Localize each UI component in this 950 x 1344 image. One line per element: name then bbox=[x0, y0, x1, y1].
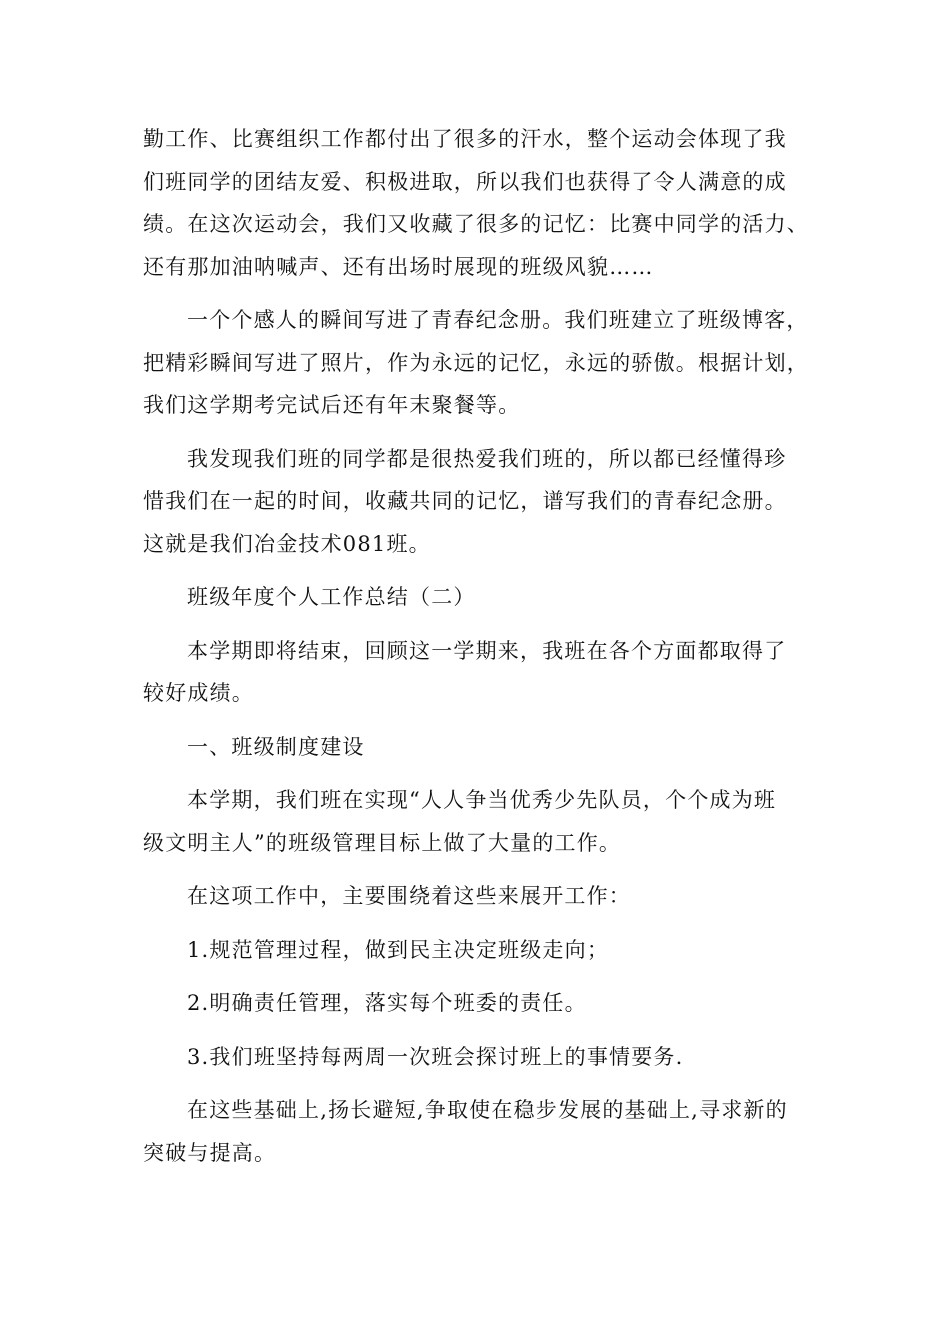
text-line: 3.我们班坚持每两周一次班会探讨班上的事情要务. bbox=[187, 1044, 684, 1069]
text-line: 把精彩瞬间写进了照片，作为永远的记忆，永远的骄傲。根据计划， bbox=[143, 350, 809, 375]
text-line: 这就是我们冶金技术081班。 bbox=[143, 531, 431, 556]
list-item bbox=[143, 982, 825, 1025]
paragraph bbox=[143, 299, 825, 427]
text-line: 一个个感人的瞬间写进了青春纪念册。我们班建立了班级博客， bbox=[187, 308, 809, 332]
text-line: 在这项工作中，主要围绕着这些来展开工作： bbox=[187, 884, 631, 908]
paragraph bbox=[143, 779, 825, 864]
text-line: 在这些基础上,扬长避短,争取使在稳步发展的基础上,寻求新的 bbox=[187, 1098, 788, 1122]
list-item bbox=[143, 929, 825, 972]
text-line: 2.明确责任管理，落实每个班委的责任。 bbox=[187, 991, 587, 1015]
text-line: 绩。在这次运动会，我们又收藏了很多的记忆：比赛中同学的活力、 bbox=[143, 212, 809, 236]
text-line: 突破与提高。 bbox=[143, 1140, 277, 1165]
section-title bbox=[143, 576, 825, 619]
paragraph bbox=[143, 438, 825, 566]
text-line: 勤工作、比赛组织工作都付出了很多的汗水，整个运动会体现了我 bbox=[143, 127, 787, 151]
text-line: 本学期即将结束，回顾这一学期来，我班在各个方面都取得了 bbox=[187, 638, 787, 663]
text-line: 一、班级制度建设 bbox=[187, 734, 365, 759]
text-line: 级文明主人”的班级管理目标上做了大量的工作。 bbox=[143, 830, 622, 855]
text-line: 较好成绩。 bbox=[143, 681, 254, 705]
text-line: 我们这学期考完试后还有年末聚餐等。 bbox=[143, 393, 521, 417]
text-line: 班级年度个人工作总结（二） bbox=[187, 585, 476, 609]
paragraph-continuation bbox=[143, 118, 825, 288]
list-item bbox=[143, 1036, 825, 1079]
text-line: 本学期，我们班在实现“人人争当优秀少先队员，个个成为班 bbox=[187, 788, 777, 812]
text-line: 们班同学的团结友爱、积极进取，所以我们也获得了令人满意的成 bbox=[143, 169, 787, 194]
text-line: 还有那加油呐喊声、还有出场时展现的班级风貌…… bbox=[143, 254, 654, 279]
text-line: 1.规范管理过程，做到民主决定班级走向； bbox=[187, 937, 610, 962]
paragraph bbox=[143, 630, 825, 715]
paragraph bbox=[143, 875, 825, 918]
document-body bbox=[143, 118, 825, 1185]
text-line: 惜我们在一起的时间，收藏共同的记忆，谱写我们的青春纪念册。 bbox=[143, 489, 787, 513]
section-heading bbox=[143, 726, 825, 769]
paragraph bbox=[143, 1089, 825, 1174]
text-line: 我发现我们班的同学都是很热爱我们班的，所以都已经懂得珍 bbox=[187, 446, 787, 471]
